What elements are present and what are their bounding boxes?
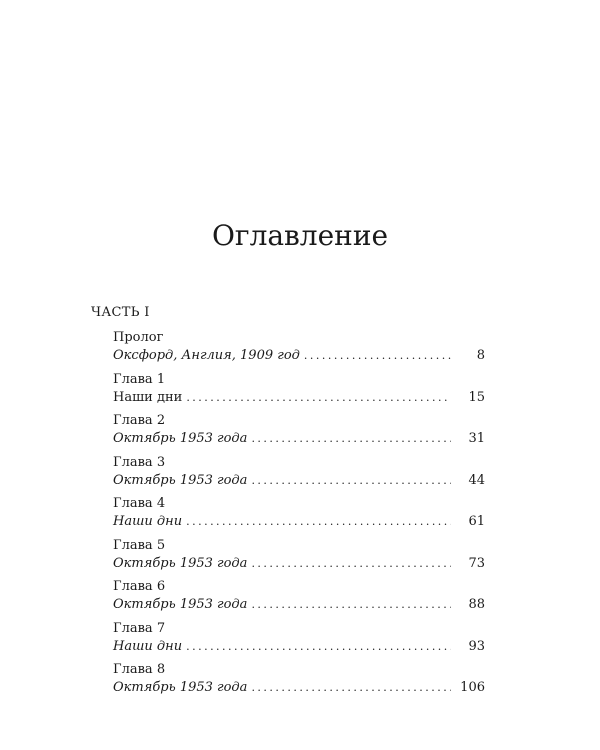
chapter-subtitle: Октябрь 1953 года: [113, 597, 248, 612]
chapter-label: Глава 3: [113, 454, 166, 470]
toc-line: [113, 555, 485, 573]
toc-line: [113, 679, 485, 697]
chapter-label: Пролог: [113, 330, 164, 345]
page-number: 8: [476, 348, 485, 363]
page-number: 88: [468, 597, 485, 612]
dot-leader: [251, 596, 451, 614]
toc-entry: [113, 412, 485, 452]
chapter-subtitle: Наши дни: [113, 389, 183, 405]
chapter-label: Глава 1: [113, 371, 166, 387]
toc-entry: [113, 620, 485, 660]
chapter-subtitle: Октябрь 1953 года: [113, 680, 248, 695]
chapter-label: Глава 4: [113, 496, 166, 511]
chapter-label: Глава 5: [113, 537, 166, 553]
page-number: 15: [468, 389, 485, 405]
toc-entry: [113, 454, 485, 494]
toc-entry: [113, 661, 485, 701]
page-number: 61: [468, 514, 485, 529]
page-number: 44: [468, 472, 485, 488]
chapter-subtitle: Наши дни: [113, 638, 183, 654]
chapter-subtitle: Октябрь 1953 года: [113, 555, 248, 571]
toc-line: [113, 472, 485, 490]
toc-line: [113, 638, 485, 656]
dot-leader: [186, 513, 451, 531]
dot-leader: [251, 555, 451, 573]
dot-leader: [251, 679, 451, 697]
chapter-subtitle: Наши дни: [113, 514, 183, 529]
chapter-subtitle: Октябрь 1953 года: [113, 431, 248, 446]
chapter-subtitle: Оксфорд, Англия, 1909 год: [113, 348, 300, 363]
toc-line: [113, 596, 485, 614]
chapter-subtitle: Октябрь 1953 года: [113, 472, 248, 488]
dot-leader: [304, 347, 451, 365]
dot-leader: [251, 430, 451, 448]
toc-entry: [113, 495, 485, 535]
page-number: 93: [468, 638, 485, 654]
dot-leader: [186, 638, 451, 656]
toc-line: [113, 389, 485, 407]
chapter-label: Глава 7: [113, 620, 166, 636]
toc-entry: [113, 578, 485, 618]
chapter-label: Глава 6: [113, 579, 166, 594]
chapter-label: Глава 2: [113, 413, 166, 428]
page-number: 106: [460, 680, 485, 695]
dot-leader: [251, 472, 451, 490]
toc-entry: [113, 329, 485, 369]
table-of-contents: [113, 329, 485, 703]
toc-entry: [113, 537, 485, 577]
toc-line: [113, 430, 485, 448]
toc-entry: [113, 371, 485, 411]
page-number: 31: [468, 431, 485, 446]
page-title: Оглавление: [211, 219, 389, 252]
part-heading: ЧАСТЬ I: [91, 305, 150, 320]
chapter-label: Глава 8: [113, 662, 166, 677]
page-number: 73: [468, 555, 485, 571]
dot-leader: [186, 389, 451, 407]
toc-line: [113, 513, 485, 531]
toc-line: [113, 347, 485, 365]
